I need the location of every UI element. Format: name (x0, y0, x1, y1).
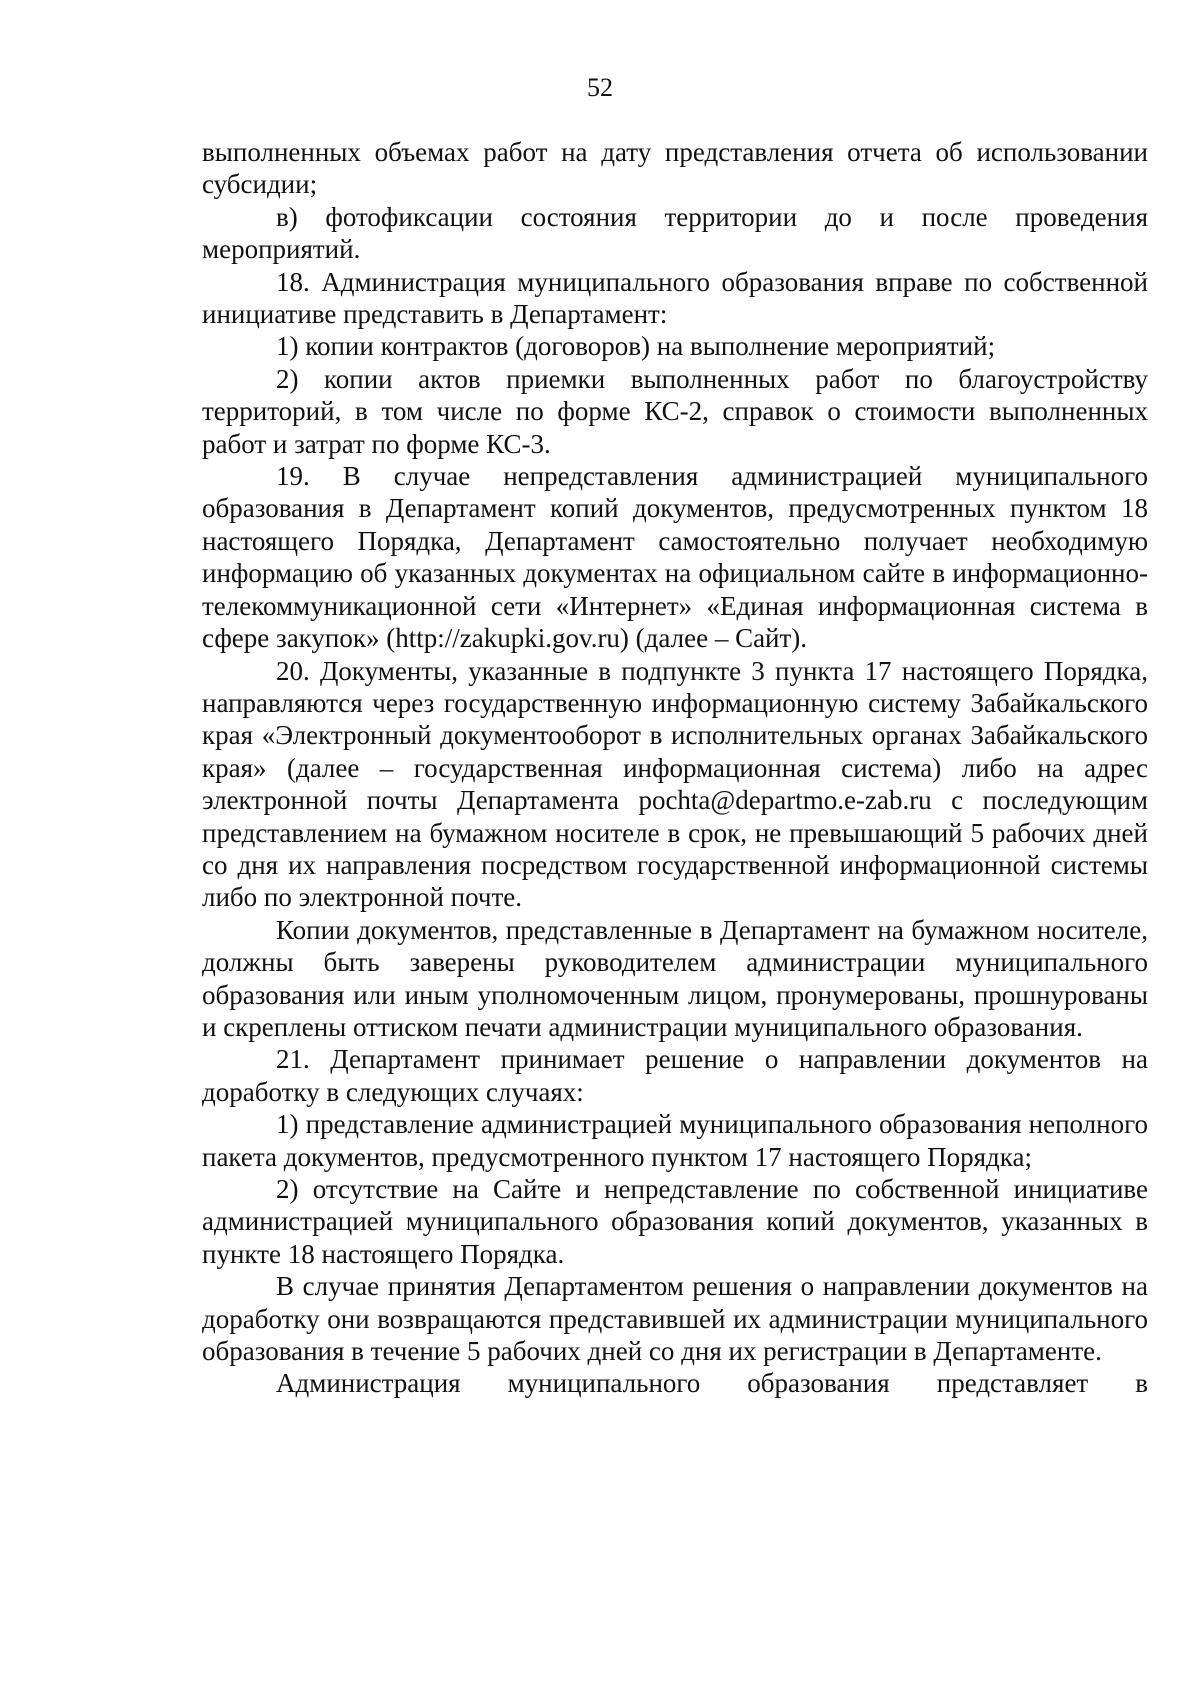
paragraph-21: 21. Департамент принимает решение о направлении документов на доработку в следующих случаях: (202, 1044, 1148, 1107)
paragraph-copies: Копии документов, представленные в Департамент на бумажном носителе, должны быть заверены руководителем администрации муниципального образования или иным уполномоченным лицом, пронумерованы, прошнурованы и скреплены оттиском печати администрации муниципального образования. (202, 914, 1148, 1042)
paragraph-21-item-1: 1) представление администрацией муниципального образования неполного пакета документов, предусмотренного пунктом 17 настоящего Порядка; (202, 1109, 1148, 1172)
paragraph-return: В случае принятия Департаментом решения о направлении документов на доработку они возвращаются представившей их администрации муниципального образования в течение 5 рабочих дней со дня их регистрации в Департаменте. (202, 1271, 1148, 1367)
paragraph-21-item-2: 2) отсутствие на Сайте и непредставление по собственной инициативе администрацией муниципального образования копий документов, указанных в пункте 18 настоящего Порядка. (202, 1174, 1148, 1269)
paragraph-continuation: выполненных объемах работ на дату представления отчета об использовании субсидии; (202, 137, 1148, 200)
paragraph-18: 18. Администрация муниципального образования вправе по собственной инициативе представить в Департамент: (202, 266, 1148, 330)
paragraph-20: 20. Документы, указанные в подпункте 3 пункта 17 настоящего Порядка, направляются через государственную информационную систему Забайкальского края «Электронный документооборот в исполнительных органах Забайкальского края» (далее – государственная информационная система) либо на адрес электронной почты Департамента pochta@departmo.e-zab.ru с последующим представлением на бумажном носителе в срок, не превышающий 5 рабочих дней со дня их направления посредством государственной информационной системы либо по электронной почте. (202, 655, 1148, 913)
paragraph-18-item-2: 2) копии актов приемки выполненных работ по благоустройству территорий, в том числе по форме КС-2, справок о стоимости выполненных работ и затрат по форме КС-3. (202, 363, 1148, 459)
paragraph-item-v: в) фотофиксации состояния территории до и после проведения мероприятий. (202, 201, 1148, 265)
paragraph-19: 19. В случае непредставления администрацией муниципального образования в Департамент копий документов, предусмотренных пунктом 18 настоящего Порядка, Департамент самостоятельно получает необходимую информацию об указанных документах на официальном сайте в информационно-телекоммуникационной сети «Интернет» «Единая информационная система в сфере закупок» (http://zakupki.gov.ru) (далее – Сайт). (202, 461, 1148, 654)
document-body (202, 136, 1148, 1400)
paragraph-18-item-1: 1) копии контрактов (договоров) на выполнение мероприятий; (276, 331, 996, 362)
paragraph-trailing: Администрация муниципального образования представляет в (276, 1368, 1148, 1399)
page-number: 52 (587, 73, 613, 102)
